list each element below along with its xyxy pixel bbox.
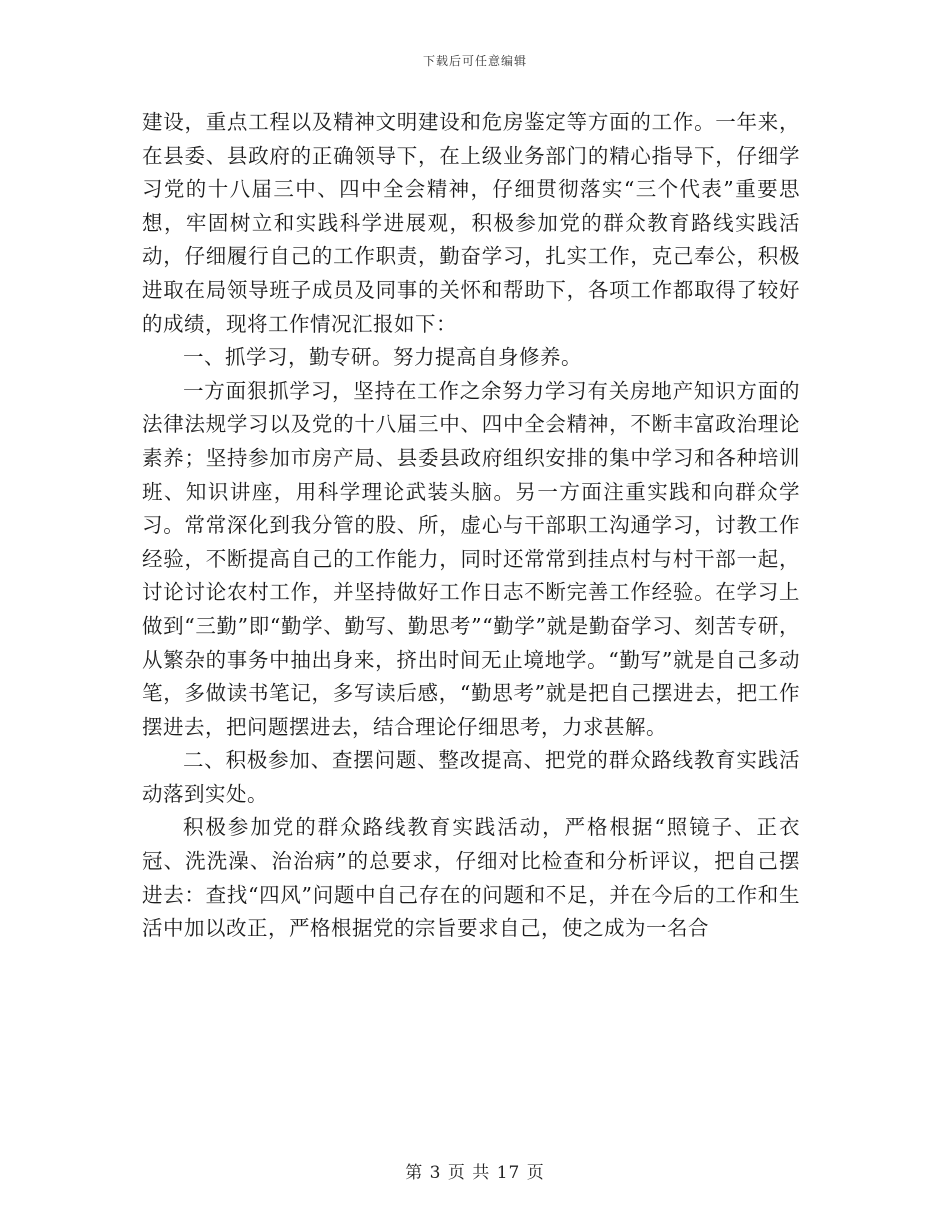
document-body xyxy=(142,106,800,946)
section-heading-1: 一、抓学习，勤专研。努力提高自身修养。 xyxy=(183,345,582,370)
page-number: 第 3 页 共 17 页 xyxy=(405,1163,545,1183)
paragraph-practice: 积极参加党的群众路线教育实践活动，严格根据“照镜子、正衣冠、洗洗澡、治治病”的总要求，仔细对比检查和分析评议，把自己摆进去：查找“四风”问题中自己存在的问题和不足，并在今后的工作和生活中加以改正，严格根据党的宗旨要求自己，使之成为一名合 xyxy=(142,815,800,941)
page-header: 下载后可任意编辑 xyxy=(422,54,527,68)
paragraph-study: 一方面狠抓学习，坚持在工作之余努力学习有关房地产知识方面的法律法规学习以及党的十八届三中、四中全会精神，不断丰富政治理论素养；坚持参加市房产局、县委县政府组织安排的集中学习和各种培训班、知识讲座，用科学理论武装头脑。另一方面注重实践和向群众学习。常常深化到我分管的股、所，虚心与干部职工沟通学习，讨教工作经验，不断提高自己的工作能力，同时还常常到挂点村与村干部一起，讨论讨论农村工作，并坚持做好工作日志不断完善工作经验。在学习上做到“三勤”即“勤学、勤写、勤思考”“勤学”就是勤奋学习、刻苦专研，从繁杂的事务中抽出身来，挤出时间无止境地学。“勤写”就是自己多动笔，多做读书笔记，多写读后感，“勤思考”就是把自己摆进去，把工作摆进去，把问题摆进去，结合理论仔细思考，力求甚解。 xyxy=(142,378,800,739)
paragraph-intro: 建设，重点工程以及精神文明建设和危房鉴定等方面的工作。一年来，在县委、县政府的正确领导下，在上级业务部门的精心指导下，仔细学习党的十八届三中、四中全会精神，仔细贯彻落实“三个代表”重要思想，牢固树立和实践科学进展观，积极参加党的群众教育路线实践活动，仔细履行自己的工作职责，勤奋学习，扎实工作，克己奉公，积极进取在局领导班子成员及同事的关怀和帮助下，各项工作都取得了较好的成绩，现将工作情况汇报如下： xyxy=(142,110,800,336)
section-heading-2: 二、积极参加、查摆问题、整改提高、把党的群众路线教育实践活动落到实处。 xyxy=(142,748,800,806)
